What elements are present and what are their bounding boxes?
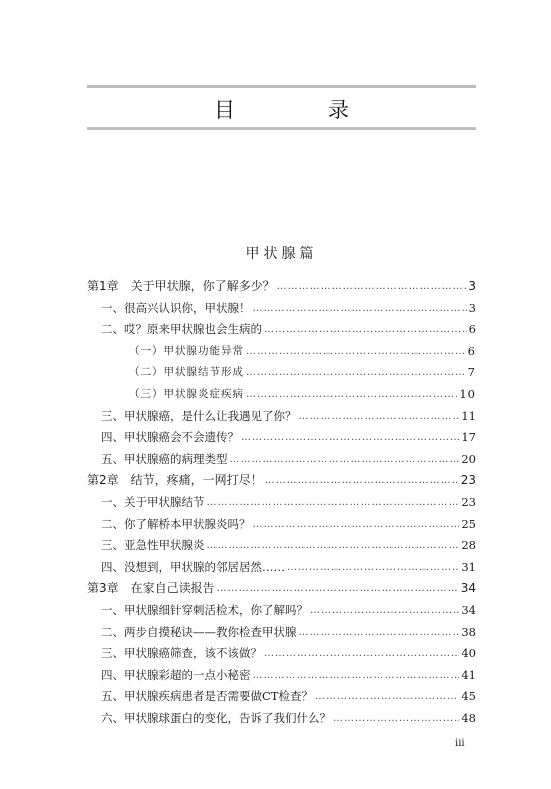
toc-entry-label: 二、哎？原来甲状腺也会生病的 <box>101 322 262 337</box>
toc-entry-label: 四、甲状腺彩超的一点小秘密 <box>101 667 251 682</box>
toc-entry-label: 一、关于甲状腺结节 <box>101 494 205 509</box>
dot-leader <box>277 276 467 298</box>
toc-entry-label: 三、甲状腺癌筛查，该不该做？ <box>101 646 262 661</box>
toc-entry[interactable] <box>87 384 476 406</box>
dot-leader <box>246 384 457 406</box>
dot-leader <box>264 643 459 665</box>
dot-leader <box>246 341 466 363</box>
dot-leader <box>253 665 460 687</box>
toc-entry[interactable] <box>87 362 476 384</box>
toc-entry[interactable] <box>87 578 476 600</box>
dot-leader <box>253 298 467 320</box>
toc-entry-label: 四、没想到，甲状腺的邻居居然…… <box>101 559 285 574</box>
toc-entry-label: 第3章 在家自己读报告 <box>87 581 215 596</box>
dot-leader <box>287 557 459 579</box>
dot-leader <box>207 535 460 557</box>
toc-entry-page: 10 <box>459 386 476 401</box>
dot-leader <box>253 514 460 536</box>
toc-entry-label: 三、甲状腺癌，是什么让我遇见了你？ <box>101 408 297 423</box>
table-of-contents <box>87 276 476 729</box>
toc-entry-page: 23 <box>460 473 476 488</box>
toc-entry[interactable] <box>87 470 476 492</box>
toc-entry-page: 11 <box>461 408 476 423</box>
toc-entry-page: 40 <box>461 646 476 661</box>
toc-entry[interactable] <box>87 406 476 428</box>
top-rule <box>87 85 476 88</box>
toc-entry[interactable] <box>87 557 476 579</box>
toc-entry-label: （二）甲状腺结节形成 <box>129 366 244 379</box>
toc-entry[interactable] <box>87 514 476 536</box>
toc-entry[interactable] <box>87 492 476 514</box>
toc-entry-page: 25 <box>461 516 476 531</box>
part-title: 甲状腺篇 <box>245 246 318 262</box>
toc-entry-page: 38 <box>461 624 476 639</box>
dot-leader <box>315 686 459 708</box>
toc-entry-page: 23 <box>461 494 476 509</box>
toc-entry[interactable] <box>87 665 476 687</box>
toc-entry-page: 31 <box>461 559 476 574</box>
dot-leader <box>264 319 467 341</box>
toc-entry-label: 三、亚急性甲状腺炎 <box>101 538 205 553</box>
toc-entry-page: 6 <box>468 322 476 337</box>
toc-entry[interactable] <box>87 276 476 298</box>
dot-leader <box>207 492 460 514</box>
dot-leader <box>299 406 460 428</box>
toc-entry-page: 48 <box>461 710 476 725</box>
bottom-rule <box>87 127 476 130</box>
toc-entry-label: 一、很高兴认识你，甲状腺！ <box>101 300 251 315</box>
toc-entry-page: 28 <box>461 538 476 553</box>
page-title: 目 录 <box>214 98 385 122</box>
toc-entry-page: 3 <box>468 300 476 315</box>
toc-entry[interactable] <box>87 708 476 730</box>
toc-entry[interactable] <box>87 686 476 708</box>
toc-entry-page: 3 <box>468 279 476 293</box>
toc-entry-label: 五、甲状腺疾病患者是否需要做CT检查？ <box>101 689 313 704</box>
page-number: iii <box>455 738 465 749</box>
toc-entry-page: 6 <box>467 343 476 358</box>
toc-entry-label: （一）甲状腺功能异常 <box>129 344 244 357</box>
toc-entry-label: 第1章 关于甲状腺，你了解多少？ <box>87 279 275 293</box>
toc-entry-label: 二、两步自摸秘诀——教你检查甲状腺 <box>101 624 297 639</box>
toc-entry[interactable] <box>87 535 476 557</box>
dot-leader <box>310 600 459 622</box>
toc-entry[interactable] <box>87 449 476 471</box>
toc-entry-label: 二、你了解桥本甲状腺炎吗？ <box>101 516 251 531</box>
toc-entry-page: 41 <box>461 667 476 682</box>
toc-entry-page: 34 <box>460 581 476 596</box>
toc-entry-page: 20 <box>461 451 476 466</box>
toc-entry-label: 六、甲状腺球蛋白的变化，告诉了我们什么？ <box>101 710 331 725</box>
toc-entry-label: 五、甲状腺癌的病理类型 <box>101 451 228 466</box>
dot-leader <box>299 622 460 644</box>
toc-entry-label: 一、甲状腺细针穿刺活检术，你了解吗？ <box>101 602 308 617</box>
toc-entry-label: （三）甲状腺炎症疾病 <box>129 387 244 400</box>
toc-entry-page: 34 <box>461 602 476 617</box>
toc-entry[interactable] <box>87 298 476 320</box>
toc-entry[interactable] <box>87 622 476 644</box>
dot-leader <box>246 362 466 384</box>
toc-entry-page: 45 <box>461 689 476 704</box>
toc-entry[interactable] <box>87 643 476 665</box>
dot-leader <box>230 449 460 471</box>
toc-entry[interactable] <box>87 341 476 363</box>
toc-entry[interactable] <box>87 427 476 449</box>
dot-leader <box>265 470 459 492</box>
toc-entry-label: 四、甲状腺癌会不会遗传？ <box>101 430 239 445</box>
toc-entry[interactable] <box>87 319 476 341</box>
toc-entry[interactable] <box>87 600 476 622</box>
toc-entry-page: 7 <box>467 365 476 380</box>
toc-entry-page: 17 <box>461 430 476 445</box>
dot-leader <box>333 708 459 730</box>
toc-entry-label: 第2章 结节，疼痛，一网打尽！ <box>87 473 263 488</box>
dot-leader <box>217 578 459 600</box>
dot-leader <box>241 427 459 449</box>
